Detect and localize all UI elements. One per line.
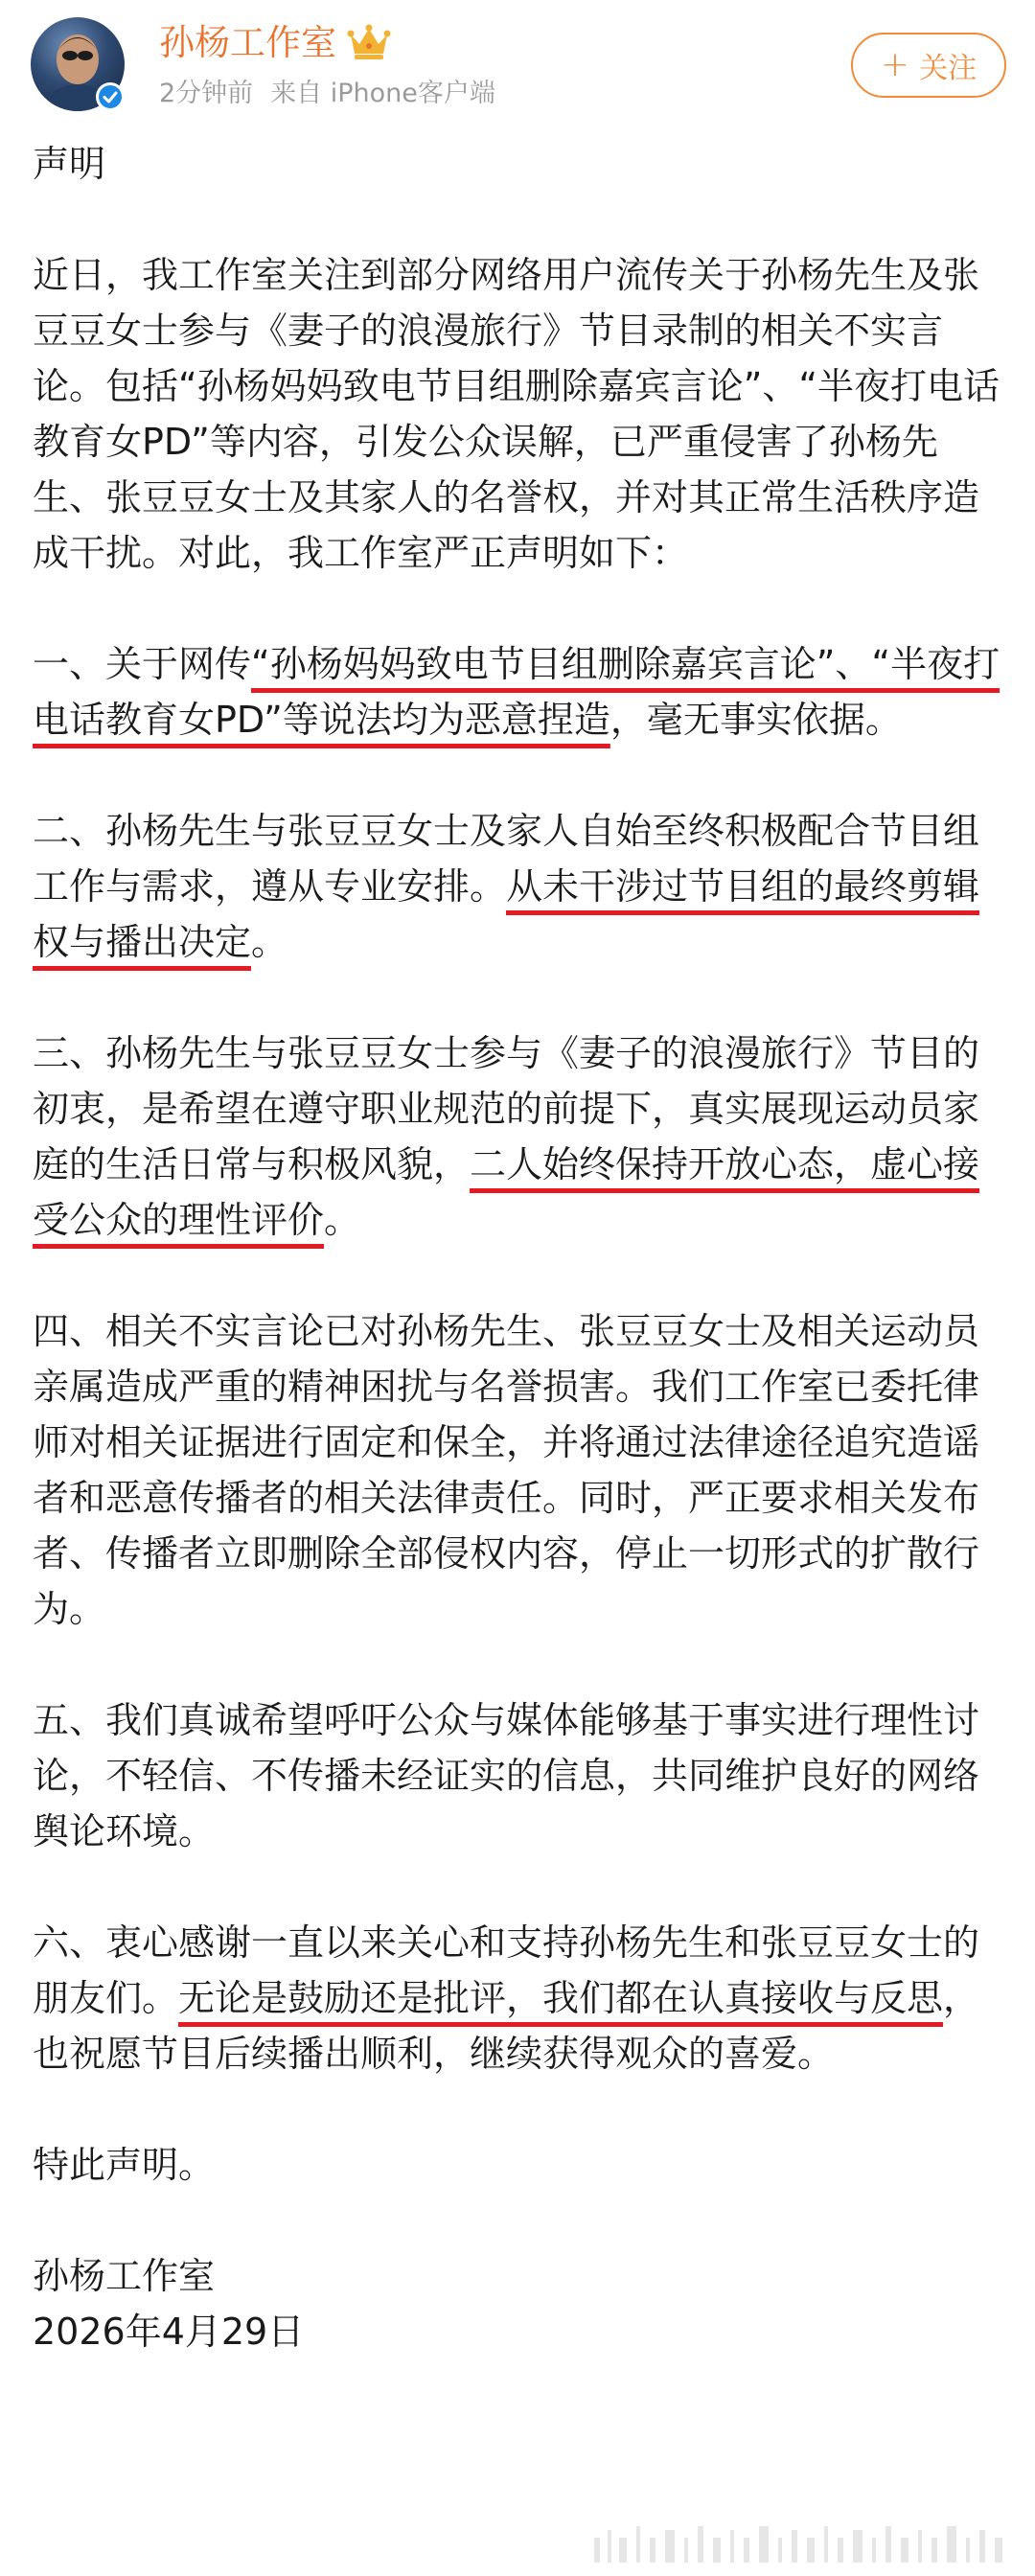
verified-icon [96, 82, 125, 111]
plus-icon: + [880, 45, 910, 84]
paragraph-2-highlight: 从未干涉过节目组的最终剪辑权与播出决定 [33, 865, 980, 963]
paragraph-1-tail: ，毫无事实依据。 [610, 699, 902, 741]
paragraph-1-text: 一、关于网传 [33, 643, 252, 685]
closing-line: 特此声明。 [33, 2144, 216, 2186]
paragraph-1 [33, 636, 1002, 748]
paragraph-3-tail: 。 [324, 1199, 361, 1241]
paragraph-4: 四、相关不实言论已对孙杨先生、张豆豆女士及相关运动员亲属造成严重的精神困扰与名誉损害。我们工作室已委托律师对相关证据进行固定和保全，并将通过法律途径追究造谣者和恶意传播者的相关法律责任。同时，严正要求相关发布者、传播者立即删除全部侵权内容，停止一切形式的扩散行为。 [33, 1310, 980, 1630]
account-name[interactable]: 孙杨工作室 [159, 22, 336, 63]
post-body [33, 136, 1002, 2359]
statement-date: 2026年4月29日 [33, 2311, 305, 2353]
follow-label: 关注 [919, 52, 978, 85]
paragraph-1-highlight: “孙杨妈妈致电节目组删除嘉宾言论”、“半夜打电话教育女PD”等说法均为恶意捏造 [33, 643, 1000, 741]
intro-paragraph: 近日，我工作室关注到部分网络用户流传关于孙杨先生及张豆豆女士参与《妻子的浪漫旅行》节目录制的相关不实言论。包括“孙杨妈妈致电节目组删除嘉宾言论”、“半夜打电话教育女PD”等内容，引发公众误解，已严重侵害了孙杨先生、张豆豆女士及其家人的名誉权，并对其正常生活秩序造成干扰。对此，我工作室严正声明如下： [33, 254, 1000, 574]
paragraph-6 [33, 1915, 1002, 2082]
barcode-watermark [594, 2520, 1016, 2568]
post-meta [159, 77, 513, 111]
paragraph-3-highlight: 二人始终保持开放心态，虚心接受公众的理性评价 [33, 1143, 980, 1241]
paragraph-2-text: 二、孙杨先生与张豆豆女士及家人自始至终积极配合节目组工作与需求，遵从专业安排。 [33, 810, 980, 908]
statement-title: 声明 [33, 143, 106, 185]
signature: 孙杨工作室 [33, 2255, 216, 2297]
post-time: 2分钟前 [159, 79, 254, 108]
follow-button[interactable] [851, 33, 1006, 98]
paragraph-5: 五、我们真诚希望呼吁公众与媒体能够基于事实进行理性讨论，不轻信、不传播未经证实的信息，共同维护良好的网络舆论环境。 [33, 1699, 980, 1852]
paragraph-3-text: 三、孙杨先生与张豆豆女士参与《妻子的浪漫旅行》节目的初衷，是希望在遵守职业规范的前提下，真实展现运动员家庭的生活日常与积极风貌， [33, 1032, 980, 1185]
paragraph-6-highlight: 无论是鼓励还是批评，我们都在认真接收与反思 [178, 1977, 944, 2019]
paragraph-6-text: 六、衷心感谢一直以来关心和支持孙杨先生和张豆豆女士的朋友们。 [33, 1921, 980, 2019]
post-header [0, 0, 1035, 125]
paragraph-2 [33, 803, 1002, 970]
post-source[interactable]: 来自 iPhone客户端 [270, 79, 495, 108]
paragraph-3 [33, 1025, 1002, 1248]
paragraph-6-tail: ，也祝愿节目后续播出顺利，继续获得观众的喜爱。 [33, 1977, 980, 2075]
paragraph-2-tail: 。 [251, 921, 288, 963]
crown-icon [345, 21, 393, 61]
